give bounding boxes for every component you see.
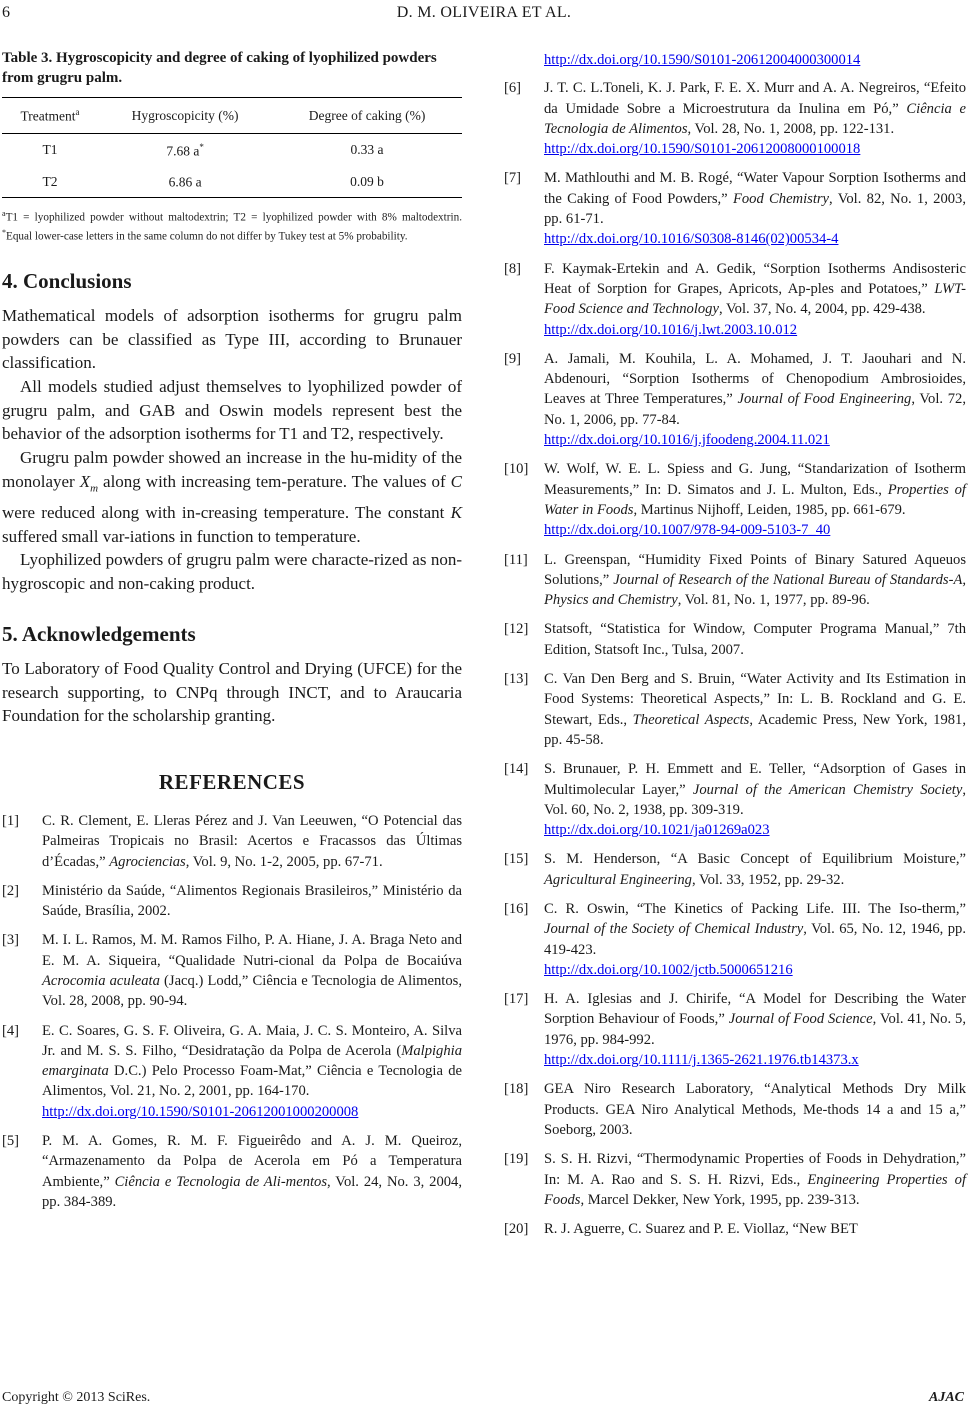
reference-text: S. Brunauer, P. H. Emmett and E. Teller, “Adsorption of Gases in Multimolecular Layer,” Journal of the American Chemistry Society, Vol. 60, No. 2, 1938, pp. 309-319. http://dx.doi.org/10.1021/ja01269a023: [544, 759, 966, 840]
reference-text: F. Kaymak-Ertekin and A. Gedik, “Sorption Isotherms Andisosteric Heat of Sorption for Grapes, Apricots, Ap-ples and Potatoes,” LWT-Food Science and Technology, Vol. 37, No. 4, 2004, pp. 429-438. http://dx.doi.org/10.1016/j.lwt.2003.10.012: [544, 259, 966, 340]
table-header-row: [2, 98, 462, 134]
page-header: [0, 0, 968, 40]
cell-treatment: T2: [2, 165, 98, 197]
reference-continued: [504, 50, 966, 70]
reference-text: M. Mathlouthi and M. B. Rogé, “Water Vapour Sorption Isotherms and the Caking of Food Powders,” Food Chemistry, Vol. 82, No. 1, 2003, pp. 61-71. http://dx.doi.org/10.1016/S0308-8146(02)00534-4: [544, 168, 966, 249]
table-row: [2, 133, 462, 165]
conclusions-paragraph: Lyophilized powders of grugru palm were characte-rized as non-hygroscopic and non-caking product.: [2, 550, 462, 594]
reference-text: GEA Niro Research Laboratory, “Analytical Methods Dry Milk Products. GEA Niro Analytical Methods, Me-thods 14 a and 15 a,” Soeborg, 2003.: [544, 1081, 966, 1138]
cell-hygroscopicity: 7.68 a*: [166, 141, 204, 158]
header-hygroscopicity: Hygroscopicity (%): [98, 98, 272, 134]
reference-item: [504, 759, 966, 840]
reference-number: [16]: [504, 900, 529, 917]
reference-link[interactable]: http://dx.doi.org/10.1016/j.lwt.2003.10.012: [544, 321, 798, 338]
reference-item: [504, 1149, 966, 1210]
reference-item: [504, 1219, 966, 1239]
reference-item: [2, 881, 462, 922]
reference-number: [17]: [504, 991, 529, 1008]
reference-link[interactable]: http://dx.doi.org/10.1021/ja01269a023: [544, 822, 770, 839]
page-number: 6: [2, 4, 10, 21]
reference-item: [2, 930, 462, 1011]
table-footnote: $^a$T1 = lyophilized powder without maltodextrin; T2 = lyophilized powder with 8% maltodextrin. *Equal lower-case letters in the same column do not differ by Tukey test at 5% probability.: [2, 208, 462, 243]
reference-link[interactable]: http://dx.doi.org/10.1016/j.jfoodeng.2004.11.021: [544, 432, 830, 449]
reference-item: [504, 349, 966, 450]
reference-item: [504, 459, 966, 540]
reference-text: Ministério da Saúde, “Alimentos Regionais Brasileiros,” Ministério da Saúde, Brasília, 2002.: [42, 882, 462, 920]
reference-text: S. M. Henderson, “A Basic Concept of Equilibrium Moisture,” Agricultural Engineering, Vol. 33, 1952, pp. 29-32.: [544, 851, 966, 888]
reference-text: M. I. L. Ramos, M. M. Ramos Filho, P. A. Hiane, J. A. Braga Neto and E. M. A. Siqueira, “Qualidade Nutri-cional da Polpa de Bocaiúva Acrocomia aculeata (Jacq.) Lodd,” Ciência e Tecnologia de Alimentos, Vol. 28, 2008, pp. 90-94.: [42, 932, 462, 1010]
cell-caking: 0.33 a: [350, 142, 384, 158]
reference-number: [3]: [2, 932, 20, 949]
reference-text: A. Jamali, M. Kouhila, L. A. Mohamed, J. T. Jaouhari and N. Abdenouri, “Sorption Isotherms of Chenopodium Ambrosioides, Leaves at Three Temperatures,” Journal of Food Engineering, Vol. 72, No. 1, 2006, pp. 77-84. http://dx.doi.org/10.1016/j.jfoodeng.2004.11.021: [544, 349, 966, 450]
reference-number: [12]: [504, 621, 529, 638]
reference-item: [504, 849, 966, 890]
reference-link[interactable]: http://dx.doi.org/10.1002/jctb.5000651216: [544, 961, 793, 978]
reference-number: [14]: [504, 761, 529, 778]
references-list-left: [2, 811, 462, 1212]
reference-link[interactable]: http://dx.doi.org/10.1590/S0101-20612004000300014: [544, 52, 861, 68]
right-column: [504, 50, 966, 1248]
reference-item: [504, 899, 966, 980]
conclusions-paragraph: Mathematical models of adsorption isotherms for grugru palm powders can be classified as Type III, according to Brunauer classification.: [2, 305, 462, 373]
reference-item: [504, 259, 966, 340]
reference-link[interactable]: http://dx.doi.org/10.1111/j.1365-2621.1976.tb14373.x: [544, 1052, 859, 1069]
copyright-notice: Copyright © 2013 SciRes.: [2, 1390, 151, 1405]
header-treatment: Treatment$^a$: [2, 98, 98, 134]
reference-text: H. A. Iglesias and J. Chirife, “A Model for Describing the Water Sorption Behaviour of Foods,” Journal of Food Science, Vol. 41, No. 5, 1976, pp. 984-992. http://dx.doi.org/10.1111/j.1365-2621.1976.tb14373.x: [544, 989, 966, 1070]
cell-treatment: T1: [42, 142, 58, 158]
conclusions-paragraph: Grugru palm powder showed an increase in the hu-midity of the monolayer $X_m$ along with increasing tem-perature. The values of C were reduced along with in-creasing temperature. The constant K suffered small var-iations in function to temperature.: [2, 448, 462, 546]
reference-text: L. Greenspan, “Humidity Fixed Points of Binary Satured Aqueuos Solutions,” Journal of Research of the National Bureau of Standards-A, Physics and Chemistry, Vol. 81, No. 1, 1977, pp. 89-96.: [544, 551, 967, 609]
reference-item: [2, 1131, 462, 1212]
reference-item: [504, 1079, 966, 1140]
reference-text: P. M. A. Gomes, R. M. F. Figueirêdo and A. J. M. Queiroz, “Armazenamento da Polpa de Acerola em Pó a Temperatura Ambiente,” Ciência e Tecnologia de Ali-mentos, Vol. 24, No. 3, 2004, pp. 384-389.: [42, 1133, 462, 1210]
reference-number: [19]: [504, 1151, 529, 1168]
reference-text: R. J. Aguerre, C. Suarez and P. E. Viollaz, “New BET: [544, 1221, 858, 1238]
reference-link[interactable]: http://dx.doi.org/10.1590/S0101-20612001000200008: [42, 1103, 359, 1120]
page-footer: [0, 1390, 968, 1414]
reference-item: [504, 669, 966, 750]
table-3: [2, 97, 462, 198]
reference-number: [9]: [504, 350, 522, 367]
reference-number: [6]: [504, 80, 522, 97]
reference-text: C. Van Den Berg and S. Bruin, “Water Activity and Its Estimation in Food Systems: Theoretical Aspects,” In: L. B. Rockland and G. E. Stewart, Eds., Theoretical Aspects, Academic Press, New York, 1981, pp. 45-58.: [544, 671, 966, 748]
reference-item: [504, 550, 966, 611]
acknowledgements-paragraph: To Laboratory of Food Quality Control and Drying (UFCE) for the research supporting, to CNPq through INCT, and to Araucaria Foundation for the scholarship granting.: [2, 658, 462, 726]
reference-text: J. T. C. L.Toneli, K. J. Park, F. E. X. Murr and A. A. Negreiros, “Efeito da Umidade Sobre a Microestrutura da Inulina em Pó,” Ciência e Tecnologia de Alimentos, Vol. 28, No. 1, 2008, pp. 122-131. http://dx.doi.org/10.1590/S0101-20612008000100018: [544, 78, 966, 159]
reference-text: E. C. Soares, G. S. F. Oliveira, G. A. Maia, J. C. S. Monteiro, A. Silva Jr. and M. S. S. Filho, “Desidratação da Polpa de Acerola (Malpighia emarginata D.C.) Pelo Processo Foam-Mat,” Ciência e Tecnologia de Alimentos, Vol. 21, No. 2, 2001, pp. 164-170. http://dx.doi.org/10.1590/S0101-20612001000200008: [42, 1021, 462, 1122]
reference-number: [5]: [2, 1133, 20, 1150]
conclusions-heading: 4. Conclusions: [2, 268, 132, 293]
reference-number: [4]: [2, 1022, 20, 1039]
acknowledgements-heading: 5. Acknowledgements: [2, 621, 196, 646]
reference-item: [504, 78, 966, 159]
references-list-right: [504, 78, 966, 1239]
table-caption: Table 3. Hygroscopicity and degree of caking of lyophilized powders from grugru palm.: [2, 50, 437, 86]
reference-text: C. R. Oswin, “The Kinetics of Packing Life. III. The Iso-therm,” Journal of the Society of Chemical Industry, Vol. 65, No. 12, 1946, pp. 419-423. http://dx.doi.org/10.1002/jctb.5000651216: [544, 899, 966, 980]
reference-link[interactable]: http://dx.doi.org/10.1007/978-94-009-5103-7_40: [544, 522, 831, 539]
cell-caking: 0.09 b: [272, 165, 462, 197]
reference-link[interactable]: http://dx.doi.org/10.1016/S0308-8146(02)00534-4: [544, 231, 839, 248]
reference-item: [504, 168, 966, 249]
reference-item: [504, 989, 966, 1070]
reference-item: [2, 811, 462, 872]
cell-hygroscopicity: 6.86 a: [98, 165, 272, 197]
table-row: [2, 165, 462, 197]
reference-item: [504, 619, 966, 660]
reference-number: [1]: [2, 812, 20, 829]
reference-number: [2]: [2, 882, 20, 899]
journal-abbreviation: AJAC: [928, 1390, 964, 1405]
reference-text: S. S. H. Rizvi, “Thermodynamic Properties of Foods in Dehydration,” In: M. A. Rao and S. S. H. Rizvi, Eds., Engineering Properties of Foods, Marcel Dekker, New York, 1995, pp. 239-313.: [544, 1151, 966, 1208]
reference-text: Statsoft, “Statistica for Window, Computer Programa Manual,” 7th Edition, Statsoft Inc., Tulsa, 2007.: [544, 621, 966, 658]
reference-text: C. R. Clement, E. Lleras Pérez and J. Van Leeuwen, “O Potencial das Palmeiras Tropicais no Brasil: Acertos e Fracassos das Últimas d’Écadas,” Agrociencias, Vol. 9, No. 1-2, 2005, pp. 67-71.: [42, 812, 462, 870]
running-title: D. M. OLIVEIRA ET AL.: [396, 4, 572, 21]
reference-number: [15]: [504, 851, 529, 868]
reference-number: [20]: [504, 1221, 529, 1238]
reference-number: [8]: [504, 260, 522, 277]
reference-item: [2, 1021, 462, 1122]
conclusions-paragraph: All models studied adjust themselves to lyophilized powder of grugru palm, and GAB and Oswin models represent best the behavior of the adsorption isotherms for T1 and T2, respectively.: [2, 377, 462, 444]
header-caking: Degree of caking (%): [272, 98, 462, 134]
reference-number: [13]: [504, 671, 529, 688]
reference-number: [18]: [504, 1081, 529, 1098]
references-heading: REFERENCES: [158, 769, 306, 794]
reference-text: W. Wolf, W. E. L. Spiess and G. Jung, “Standarization of Isotherm Measurements,” In: D. Simatos and J. L. Multon, Eds., Properties of Water in Foods, Martinus Nijhoff, Leiden, 1985, pp. 661-679. http://dx.doi.org/10.1007/978-94-009-5103-7_40: [544, 459, 966, 540]
reference-link[interactable]: http://dx.doi.org/10.1590/S0101-20612008000100018: [544, 141, 861, 158]
reference-number: [10]: [504, 461, 529, 478]
left-column: [2, 48, 462, 1221]
reference-number: [11]: [504, 551, 528, 568]
reference-number: [7]: [504, 170, 522, 187]
